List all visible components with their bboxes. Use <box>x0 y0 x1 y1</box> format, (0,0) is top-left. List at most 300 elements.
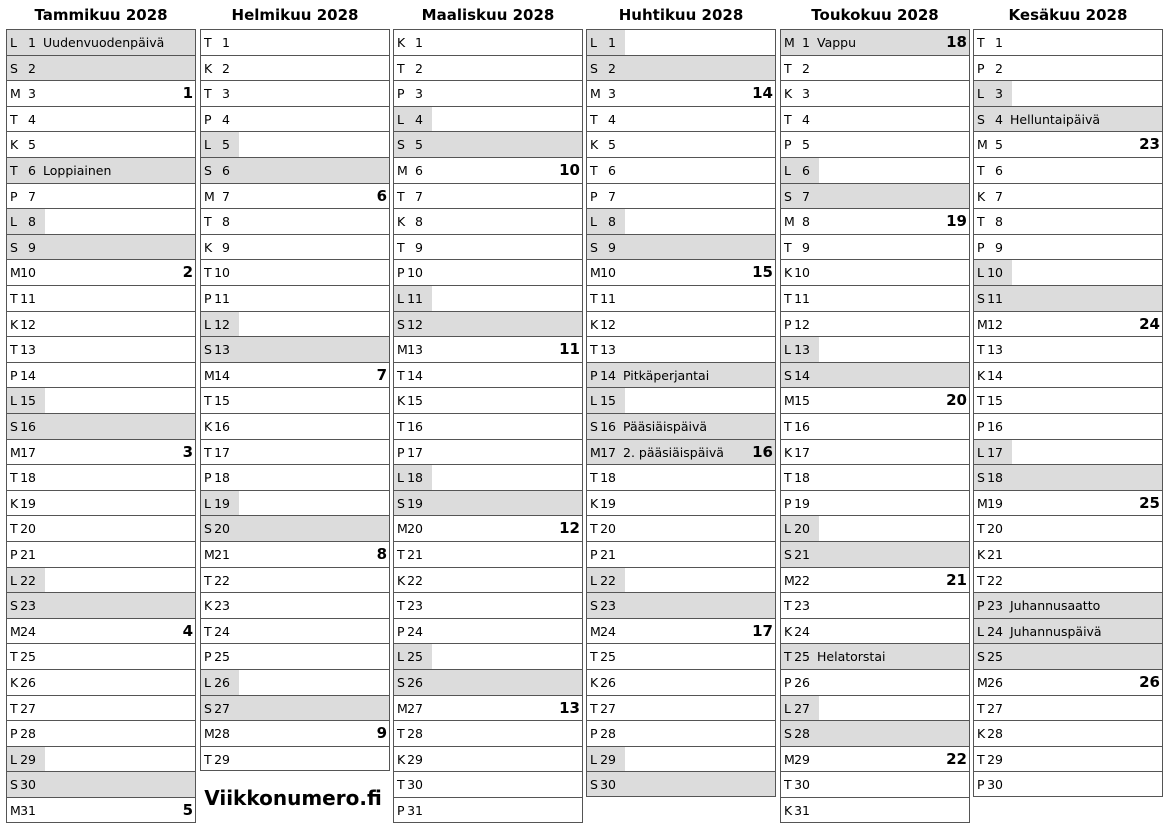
day-number: 2 <box>802 60 810 76</box>
weekday-letter: T <box>10 470 18 486</box>
day-number: 1 <box>995 35 1003 50</box>
weekday-letter: S <box>590 239 598 255</box>
weekday-letter: K <box>204 598 213 614</box>
day-number: 3 <box>28 86 36 102</box>
day-number: 15 <box>794 393 810 409</box>
day-row <box>6 259 196 285</box>
weekday-letter: M <box>10 86 21 102</box>
day-row <box>200 259 390 285</box>
weekday-letter: M <box>590 86 601 102</box>
weekday-letter: M <box>397 700 408 716</box>
day-row <box>973 618 1163 644</box>
weekday-letter: L <box>977 444 984 460</box>
day-row <box>200 618 390 644</box>
weekday-letter: T <box>590 342 598 358</box>
day-number: 5 <box>222 137 230 153</box>
day-number: 20 <box>20 521 36 537</box>
day-row <box>6 311 196 337</box>
day-row <box>586 669 776 695</box>
day-number: 5 <box>28 137 36 153</box>
day-row <box>393 413 583 439</box>
weekday-letter: T <box>204 86 212 102</box>
weekday-letter: T <box>10 291 18 306</box>
day-number: 19 <box>407 495 423 511</box>
week-number: 16 <box>752 442 773 461</box>
day-row <box>780 669 970 695</box>
weekday-letter: K <box>977 547 986 562</box>
day-number: 4 <box>608 111 616 127</box>
weekday-letter: T <box>590 700 598 716</box>
weekday-letter: K <box>10 137 19 153</box>
day-row <box>586 618 776 644</box>
day-number: 19 <box>20 495 36 511</box>
day-number: 23 <box>987 598 1003 614</box>
weekday-letter: P <box>10 188 18 204</box>
day-number: 30 <box>407 777 423 793</box>
day-row <box>586 746 776 772</box>
day-number: 6 <box>415 163 423 178</box>
holiday-name: Juhannuspäivä <box>1010 623 1102 639</box>
weekday-letter: M <box>397 342 408 358</box>
day-number: 7 <box>28 188 36 204</box>
day-number: 8 <box>415 214 423 230</box>
weekday-letter: P <box>590 188 598 204</box>
day-row <box>586 311 776 337</box>
day-number: 31 <box>407 803 423 818</box>
day-number: 16 <box>987 419 1003 434</box>
brand-logo-text[interactable]: Viikkonumero.fi <box>204 786 382 810</box>
day-number: 29 <box>600 751 616 767</box>
day-number: 24 <box>600 623 616 639</box>
month-title: Maaliskuu 2028 <box>421 6 555 24</box>
weekday-letter: M <box>10 623 21 639</box>
weekday-letter: M <box>204 726 215 742</box>
day-number: 7 <box>608 188 616 204</box>
day-row <box>973 362 1163 388</box>
day-row <box>973 311 1163 337</box>
day-row <box>780 413 970 439</box>
day-row <box>393 567 583 593</box>
day-row <box>586 131 776 157</box>
day-number: 27 <box>987 700 1003 716</box>
day-row <box>780 362 970 388</box>
day-number: 26 <box>600 675 616 690</box>
day-number: 24 <box>20 623 36 639</box>
day-number: 9 <box>608 239 616 255</box>
day-row <box>780 464 970 490</box>
day-number: 16 <box>214 419 230 434</box>
weekday-letter: S <box>590 419 598 434</box>
day-number: 30 <box>987 777 1003 793</box>
day-row <box>973 285 1163 311</box>
day-number: 3 <box>608 86 616 102</box>
day-number: 1 <box>28 35 36 50</box>
day-row <box>973 515 1163 541</box>
day-row <box>393 797 583 823</box>
day-number: 19 <box>600 495 616 511</box>
weekday-letter: T <box>204 572 212 588</box>
day-number: 3 <box>222 86 230 102</box>
weekday-letter: S <box>784 367 792 383</box>
day-row <box>973 746 1163 772</box>
weekday-letter: S <box>977 111 985 127</box>
day-row <box>780 567 970 593</box>
day-row <box>393 259 583 285</box>
day-number: 17 <box>407 444 423 460</box>
day-row <box>6 362 196 388</box>
day-number: 15 <box>407 393 423 409</box>
day-row <box>6 669 196 695</box>
day-number: 16 <box>794 419 810 434</box>
day-row <box>973 55 1163 81</box>
weekday-letter: S <box>590 777 598 793</box>
weekday-letter: L <box>10 751 17 767</box>
weekday-letter: T <box>784 291 792 306</box>
day-number: 7 <box>222 188 230 204</box>
day-row <box>586 771 776 797</box>
day-number: 18 <box>794 470 810 486</box>
weekday-letter: P <box>590 547 598 562</box>
day-number: 14 <box>20 367 36 383</box>
week-number: 7 <box>376 365 387 384</box>
day-row <box>200 362 390 388</box>
day-number: 2 <box>222 60 230 76</box>
day-row <box>393 439 583 465</box>
day-row <box>6 183 196 209</box>
day-row <box>6 464 196 490</box>
weekday-letter: T <box>397 726 405 742</box>
day-number: 28 <box>20 726 36 742</box>
weekday-letter: S <box>10 777 18 793</box>
day-row <box>393 285 583 311</box>
weekday-letter: M <box>10 444 21 460</box>
day-number: 30 <box>794 777 810 793</box>
day-row <box>200 413 390 439</box>
weekday-letter: T <box>590 470 598 486</box>
day-number: 12 <box>20 316 36 332</box>
day-number: 22 <box>407 572 423 588</box>
weekday-letter: S <box>397 137 405 153</box>
weekday-letter: L <box>784 521 791 537</box>
day-number: 31 <box>20 803 36 818</box>
day-number: 11 <box>214 291 230 306</box>
day-number: 23 <box>214 598 230 614</box>
weekday-letter: P <box>10 726 18 742</box>
week-number: 22 <box>946 749 967 768</box>
day-number: 22 <box>794 572 810 588</box>
day-row <box>780 29 970 55</box>
weekday-letter: L <box>10 572 17 588</box>
day-number: 25 <box>987 649 1003 665</box>
day-row <box>780 55 970 81</box>
day-number: 25 <box>20 649 36 665</box>
day-number: 10 <box>600 265 616 281</box>
weekday-letter: M <box>784 393 795 409</box>
week-number: 15 <box>752 263 773 282</box>
day-number: 12 <box>987 316 1003 332</box>
day-number: 11 <box>20 291 36 306</box>
day-number: 21 <box>794 547 810 562</box>
day-row <box>200 490 390 516</box>
day-number: 17 <box>987 444 1003 460</box>
weekday-letter: K <box>590 137 599 153</box>
day-row <box>6 746 196 772</box>
day-number: 11 <box>987 291 1003 306</box>
day-number: 10 <box>987 265 1003 281</box>
day-row <box>393 618 583 644</box>
day-row <box>586 592 776 618</box>
day-row <box>780 439 970 465</box>
weekday-letter: S <box>204 163 212 178</box>
day-row <box>780 643 970 669</box>
day-number: 14 <box>987 367 1003 383</box>
weekday-letter: L <box>397 291 404 306</box>
holiday-name: Loppiainen <box>43 163 112 178</box>
holiday-name: Helluntaipäivä <box>1010 111 1101 127</box>
day-row <box>586 515 776 541</box>
weekday-letter: K <box>784 444 793 460</box>
day-number: 26 <box>214 675 230 690</box>
weekday-letter: P <box>784 316 792 332</box>
day-row <box>586 490 776 516</box>
weekday-letter: T <box>977 163 985 178</box>
day-row <box>973 80 1163 106</box>
day-row <box>393 29 583 55</box>
weekday-letter: K <box>784 86 793 102</box>
weekday-letter: P <box>10 367 18 383</box>
day-number: 23 <box>407 598 423 614</box>
day-row <box>200 106 390 132</box>
day-number: 10 <box>794 265 810 281</box>
day-number: 24 <box>794 623 810 639</box>
day-row <box>393 80 583 106</box>
day-number: 18 <box>214 470 230 486</box>
day-number: 19 <box>214 495 230 511</box>
day-row <box>973 259 1163 285</box>
day-number: 31 <box>794 803 810 818</box>
day-number: 2 <box>415 60 423 76</box>
week-number: 4 <box>182 621 193 640</box>
day-number: 20 <box>987 521 1003 537</box>
day-row <box>780 157 970 183</box>
day-row <box>586 413 776 439</box>
weekday-letter: T <box>784 470 792 486</box>
weekday-letter: T <box>784 649 792 665</box>
day-number: 29 <box>214 751 230 767</box>
day-number: 29 <box>407 751 423 767</box>
day-row <box>780 618 970 644</box>
day-number: 30 <box>600 777 616 793</box>
weekday-letter: M <box>590 623 601 639</box>
day-row <box>586 362 776 388</box>
day-row <box>6 618 196 644</box>
day-row <box>200 669 390 695</box>
weekday-letter: T <box>397 547 405 562</box>
day-row <box>973 464 1163 490</box>
day-row <box>780 695 970 721</box>
day-row <box>973 208 1163 234</box>
weekday-letter: K <box>397 393 406 409</box>
weekday-letter: T <box>397 239 405 255</box>
day-row <box>6 234 196 260</box>
week-number: 20 <box>946 391 967 410</box>
day-number: 14 <box>600 367 616 383</box>
weekday-letter: S <box>977 470 985 486</box>
week-number: 11 <box>559 340 580 359</box>
week-number: 23 <box>1139 135 1160 154</box>
weekday-letter: T <box>590 291 598 306</box>
day-row <box>973 669 1163 695</box>
day-row <box>393 387 583 413</box>
day-number: 25 <box>600 649 616 665</box>
day-row <box>6 157 196 183</box>
day-number: 25 <box>214 649 230 665</box>
day-row <box>6 55 196 81</box>
week-number: 19 <box>946 212 967 231</box>
weekday-letter: K <box>10 316 19 332</box>
month-column <box>393 0 583 827</box>
day-number: 17 <box>20 444 36 460</box>
day-row <box>6 567 196 593</box>
month-column <box>973 0 1163 827</box>
day-row <box>200 311 390 337</box>
day-row <box>780 80 970 106</box>
weekday-letter: P <box>784 675 792 690</box>
day-number: 12 <box>600 316 616 332</box>
day-number: 24 <box>407 623 423 639</box>
day-number: 13 <box>214 342 230 358</box>
weekday-letter: S <box>204 342 212 358</box>
day-number: 28 <box>600 726 616 742</box>
day-row <box>973 387 1163 413</box>
weekday-letter: L <box>784 700 791 716</box>
day-row <box>6 336 196 362</box>
day-number: 15 <box>987 393 1003 409</box>
weekday-letter: K <box>977 188 986 204</box>
weekday-letter: K <box>397 35 406 50</box>
week-number: 21 <box>946 570 967 589</box>
day-row <box>393 746 583 772</box>
weekday-letter: M <box>784 751 795 767</box>
day-number: 10 <box>214 265 230 281</box>
day-number: 19 <box>987 495 1003 511</box>
month-column <box>586 0 776 827</box>
weekday-letter: T <box>977 35 985 50</box>
day-row <box>973 29 1163 55</box>
holiday-name: Helatorstai <box>817 649 886 665</box>
day-row <box>586 567 776 593</box>
weekday-letter: P <box>204 291 212 306</box>
day-row <box>200 336 390 362</box>
weekday-letter: K <box>204 60 213 76</box>
weekday-letter: L <box>590 35 597 50</box>
weekday-letter: P <box>590 367 598 383</box>
day-row <box>6 771 196 797</box>
day-number: 6 <box>222 163 230 178</box>
weekday-letter: S <box>204 521 212 537</box>
day-number: 20 <box>407 521 423 537</box>
weekday-letter: L <box>204 495 211 511</box>
weekday-letter: S <box>784 726 792 742</box>
day-row <box>973 720 1163 746</box>
weekday-letter: P <box>977 598 985 614</box>
day-row <box>586 29 776 55</box>
day-row <box>973 541 1163 567</box>
weekday-letter: M <box>784 214 795 230</box>
day-number: 12 <box>794 316 810 332</box>
month-title: Toukokuu 2028 <box>811 6 939 24</box>
weekday-letter: S <box>397 675 405 690</box>
day-row <box>973 413 1163 439</box>
day-row <box>6 29 196 55</box>
weekday-letter: L <box>977 86 984 102</box>
weekday-letter: S <box>977 649 985 665</box>
day-number: 6 <box>608 163 616 178</box>
weekday-letter: K <box>977 726 986 742</box>
weekday-letter: L <box>204 316 211 332</box>
weekday-letter: L <box>784 342 791 358</box>
day-row <box>780 490 970 516</box>
day-number: 26 <box>987 675 1003 690</box>
day-number: 1 <box>608 35 616 50</box>
day-row <box>780 515 970 541</box>
day-number: 15 <box>214 393 230 409</box>
day-number: 1 <box>222 35 230 50</box>
weekday-letter: T <box>204 623 212 639</box>
week-number: 13 <box>559 698 580 717</box>
day-row <box>973 131 1163 157</box>
weekday-letter: P <box>397 444 405 460</box>
day-row <box>973 183 1163 209</box>
day-number: 10 <box>20 265 36 281</box>
day-row <box>393 311 583 337</box>
day-row <box>586 387 776 413</box>
weekday-letter: P <box>784 495 792 511</box>
day-row <box>586 439 776 465</box>
day-row <box>200 592 390 618</box>
day-row <box>780 234 970 260</box>
day-number: 19 <box>794 495 810 511</box>
weekday-letter: T <box>204 214 212 230</box>
day-number: 5 <box>415 137 423 153</box>
weekday-letter: K <box>397 214 406 230</box>
weekday-letter: L <box>590 393 597 409</box>
weekday-letter: L <box>977 265 984 281</box>
week-number: 3 <box>182 442 193 461</box>
week-number: 25 <box>1139 493 1160 512</box>
day-row <box>6 490 196 516</box>
day-number: 14 <box>794 367 810 383</box>
day-row <box>393 490 583 516</box>
day-number: 22 <box>600 572 616 588</box>
weekday-letter: T <box>977 521 985 537</box>
week-number: 26 <box>1139 673 1160 691</box>
week-number: 9 <box>376 724 387 743</box>
weekday-letter: L <box>977 623 984 639</box>
weekday-letter: T <box>204 265 212 281</box>
day-row <box>586 55 776 81</box>
day-number: 2 <box>608 60 616 76</box>
day-row <box>973 643 1163 669</box>
weekday-letter: S <box>590 598 598 614</box>
day-number: 11 <box>794 291 810 306</box>
weekday-letter: L <box>590 572 597 588</box>
weekday-letter: P <box>397 803 405 818</box>
weekday-letter: T <box>204 444 212 460</box>
day-number: 17 <box>794 444 810 460</box>
weekday-letter: S <box>10 239 18 255</box>
weekday-letter: M <box>977 495 988 511</box>
